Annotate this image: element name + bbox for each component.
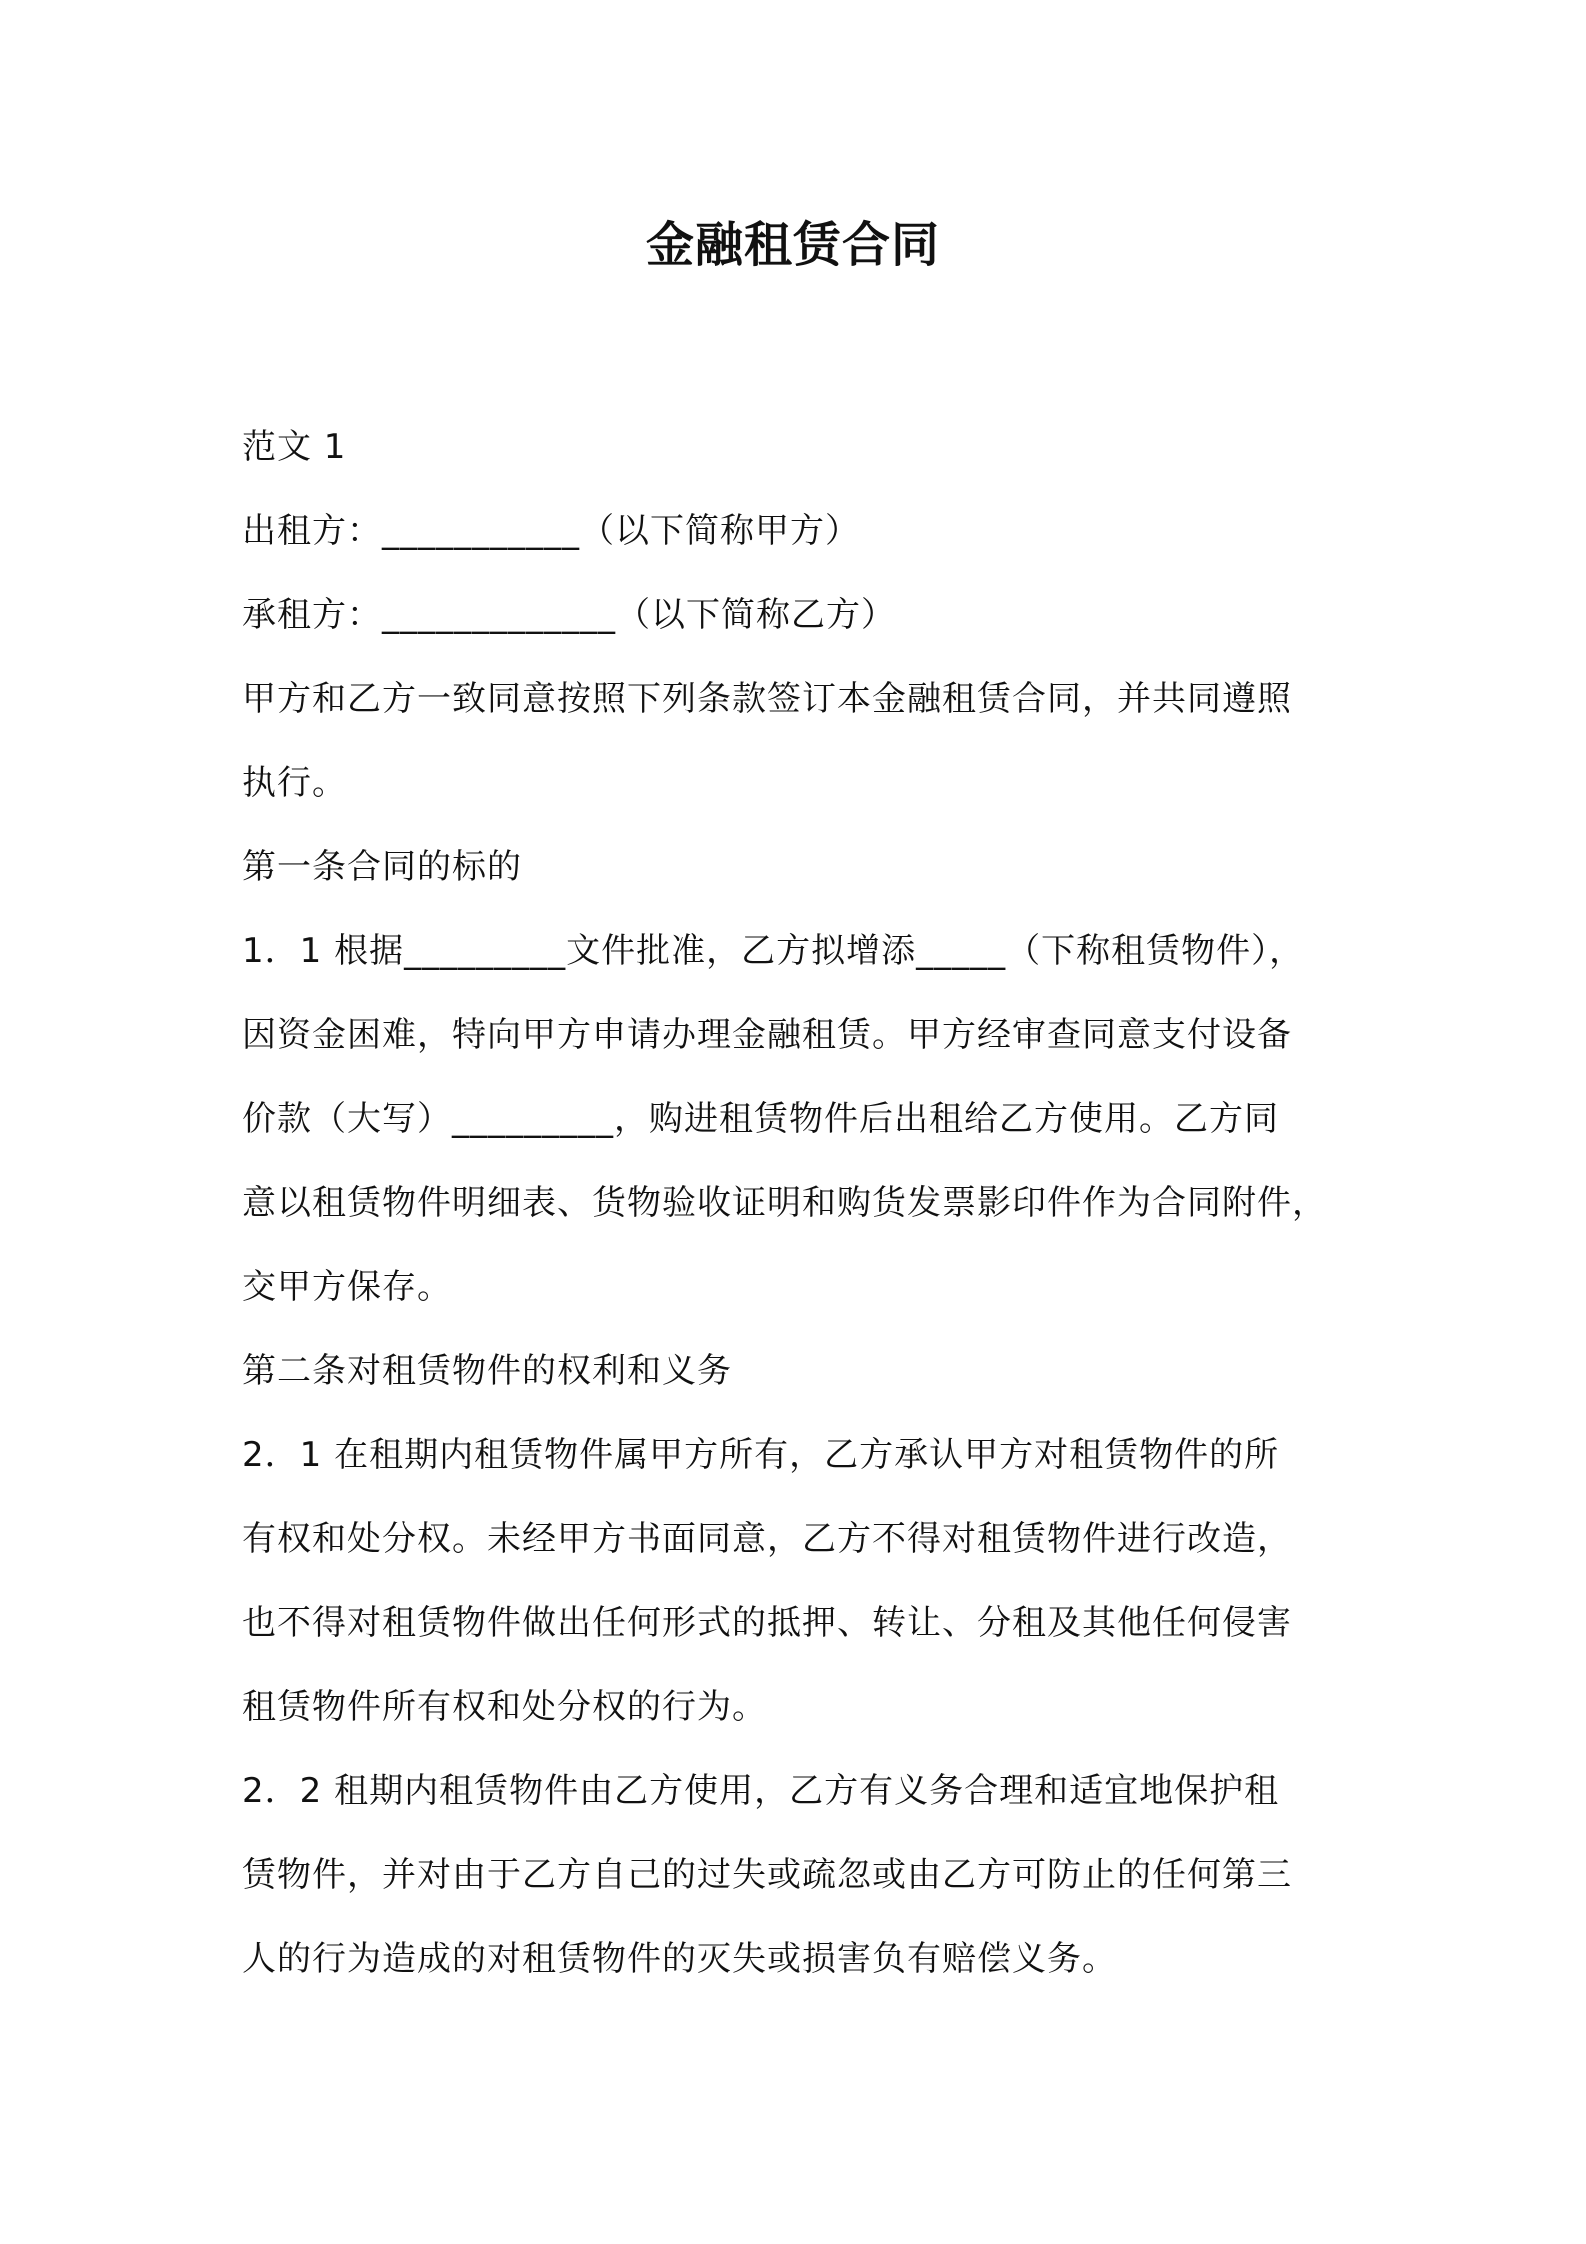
text-line: 甲方和乙方一致同意按照下列条款签订本金融租赁合同，并共同遵照 [242,679,1292,719]
text-line: 范文 1 [242,427,347,467]
text-line: 2．2 租期内租赁物件由乙方使用，乙方有义务合理和适宜地保护租 [242,1771,1280,1811]
text-line: 人的行为造成的对租赁物件的灭失或损害负有赔偿义务。 [242,1939,1117,1979]
text-line: 也不得对租赁物件做出任何形式的抵押、转让、分租及其他任何侵害 [242,1603,1292,1643]
text-line: 1．1 根据_________文件批准，乙方拟增添_____（下称租赁物件）， [242,931,1305,971]
text-line: 交甲方保存。 [242,1267,452,1307]
text-line: 执行。 [242,763,347,803]
text-line: 承租方：_____________（以下简称乙方） [242,595,896,635]
document-title: 金融租赁合同 [645,217,940,273]
text-line: 2．1 在租期内租赁物件属甲方所有，乙方承认甲方对租赁物件的所 [242,1435,1280,1475]
text-line: 因资金困难，特向甲方申请办理金融租赁。甲方经审查同意支付设备 [242,1015,1292,1055]
text-line: 价款（大写）_________，购进租赁物件后出租给乙方使用。乙方同 [242,1099,1279,1139]
text-line: 意以租赁物件明细表、货物验收证明和购货发票影印件作为合同附件， [242,1183,1327,1223]
text-line: 有权和处分权。未经甲方书面同意，乙方不得对租赁物件进行改造， [242,1519,1292,1559]
text-line: 租赁物件所有权和处分权的行为。 [242,1687,767,1727]
section-heading: 第二条对租赁物件的权利和义务 [242,1351,732,1391]
section-heading: 第一条合同的标的 [242,847,522,887]
document-body [242,405,1372,2001]
text-line: 出租方：___________（以下简称甲方） [242,511,860,551]
text-line: 赁物件，并对由于乙方自己的过失或疏忽或由乙方可防止的任何第三 [242,1855,1292,1895]
